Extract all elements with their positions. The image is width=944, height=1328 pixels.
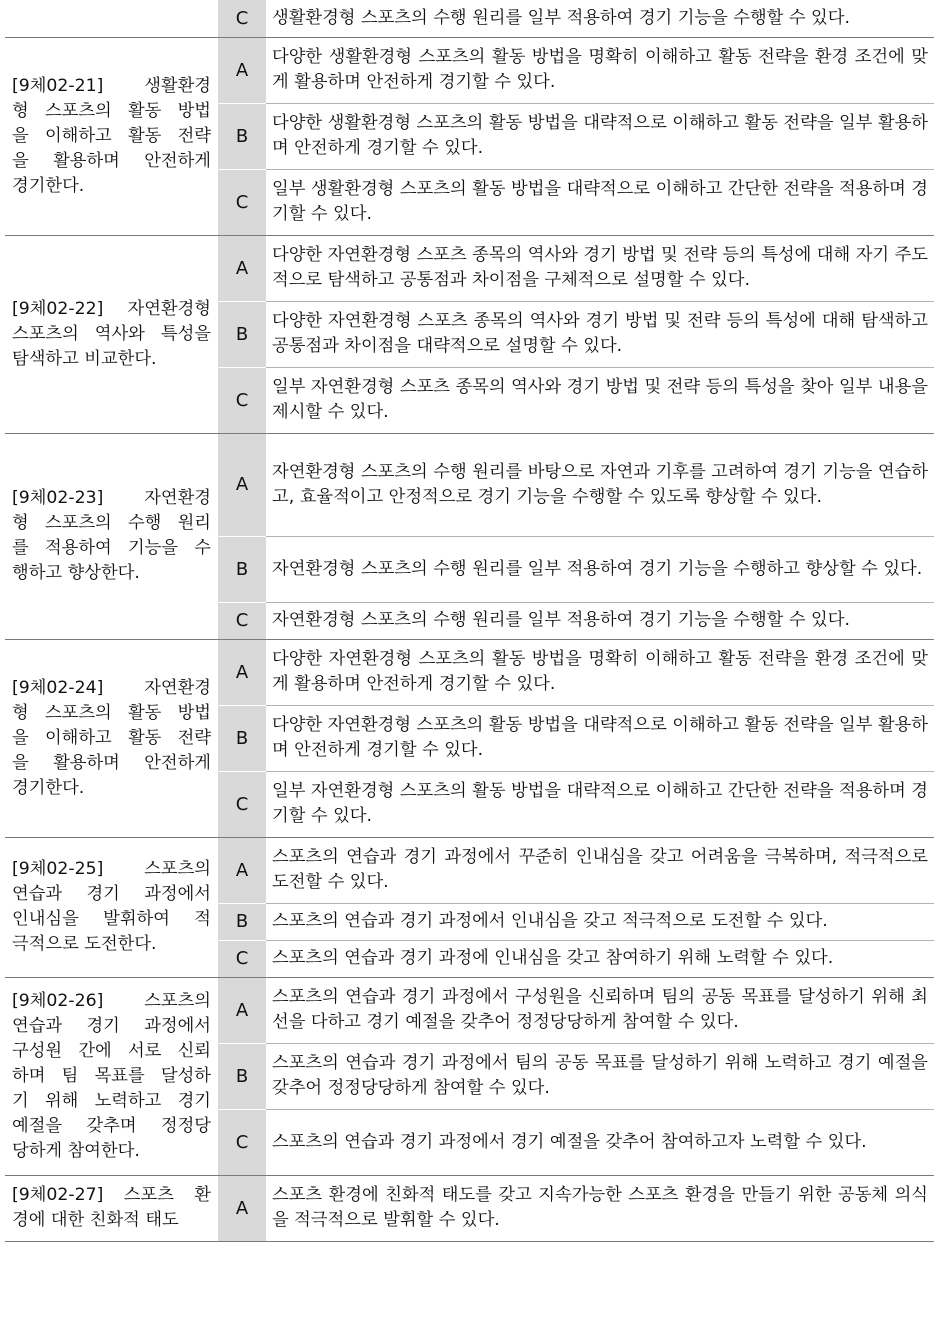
level-cell: C [218, 940, 266, 977]
standard-line: 경기한다. [12, 777, 85, 798]
standard-line: 행하고 향상한다. [12, 563, 140, 583]
table-row [5, 837, 934, 903]
description-cell: 일부 자연환경형 스포츠의 활동 방법을 대략적으로 이해하고 간단한 전략을 적용하며 경기할 수 있다. [266, 771, 934, 837]
standard-cell [5, 639, 218, 837]
level-cell: A [218, 639, 266, 705]
description-cell: 생활환경형 스포츠의 수행 원리를 일부 적용하여 경기 기능을 수행할 수 있다. [272, 7, 850, 28]
table-row [5, 639, 934, 705]
description-cell: 다양한 자연환경형 스포츠의 활동 방법을 대략적으로 이해하고 활동 전략을 일부 활용하며 안전하게 경기할 수 있다. [266, 705, 934, 771]
standard-line: 구성원 간에 서로 신뢰 [12, 1040, 211, 1061]
standard-line: 스포츠의 역사와 특성을 [12, 323, 211, 344]
level-cell: C [218, 367, 266, 433]
standard-line: 경기한다. [12, 175, 85, 196]
standard-cell [5, 433, 218, 639]
standard-line: [9체02-22] 자연환경형 [12, 298, 211, 319]
description-cell: 다양한 자연환경형 스포츠 종목의 역사와 경기 방법 및 전략 등의 특성에 대해 탐색하고 공통점과 차이점을 대략적으로 설명할 수 있다. [266, 301, 934, 367]
level-cell: C [218, 771, 266, 837]
standard-line: 연습과 경기 과정에서 [12, 1015, 211, 1036]
description-cell: 다양한 자연환경형 스포츠의 활동 방법을 명확히 이해하고 활동 전략을 환경 조건에 맞게 활용하며 안전하게 경기할 수 있다. [266, 639, 934, 705]
level-cell: C [218, 169, 266, 235]
standard-line: 형 스포츠의 활동 방법 [12, 100, 211, 121]
description-cell: 다양한 생활환경형 스포츠의 활동 방법을 대략적으로 이해하고 활동 전략을 일부 활용하며 안전하게 경기할 수 있다. [266, 103, 934, 169]
level-cell: A [218, 837, 266, 903]
description-cell: 스포츠의 연습과 경기 과정에서 경기 예절을 갖추어 참여하고자 노력할 수 있다. [266, 1109, 934, 1175]
level-cell: A [218, 235, 266, 301]
standard-cell [5, 977, 218, 1175]
level-cell: B [218, 103, 266, 169]
standard-line: [9체02-27] 스포츠 환 [12, 1185, 211, 1205]
level-cell: B [218, 536, 266, 602]
standard-line: 하며 팀 목표를 달성하 [12, 1065, 211, 1086]
level-cell: A [218, 37, 266, 103]
standard-line: 경에 대한 친화적 태도 [12, 1210, 179, 1230]
standard-cell [5, 235, 218, 433]
level-cell: B [218, 705, 266, 771]
standard-cell [5, 1175, 218, 1241]
table-row [5, 1175, 934, 1241]
description-cell: 스포츠 환경에 친화적 태도를 갖고 지속가능한 스포츠 환경을 만들기 위한 공동체 의식을 적극적으로 발휘할 수 있다. [266, 1175, 934, 1241]
standard-line: 형 스포츠의 수행 원리 [12, 513, 211, 533]
standard-cell [5, 0, 218, 37]
table-row [5, 433, 934, 536]
standard-line: [9체02-25] 스포츠의 [12, 859, 211, 879]
level-cell: B [218, 903, 266, 940]
description-cell: 다양한 생활환경형 스포츠의 활동 방법을 명확히 이해하고 활동 전략을 환경 조건에 맞게 활용하며 안전하게 경기할 수 있다. [266, 37, 934, 103]
description-cell: 자연환경형 스포츠의 수행 원리를 일부 적용하여 경기 기능을 수행하고 향상할 수 있다. [266, 536, 934, 602]
achievement-standards-table [5, 0, 934, 1242]
level-cell: B [218, 301, 266, 367]
standard-line: [9체02-24] 자연환경 [12, 677, 211, 698]
level-cell: C [218, 602, 266, 639]
level-cell: A [218, 977, 266, 1043]
description-cell: 스포츠의 연습과 경기 과정에서 꾸준히 인내심을 갖고 어려움을 극복하며, 적극적으로 도전할 수 있다. [266, 837, 934, 903]
description-cell: 일부 생활환경형 스포츠의 활동 방법을 대략적으로 이해하고 간단한 전략을 적용하며 경기할 수 있다. [266, 169, 934, 235]
description-cell: 일부 자연환경형 스포츠 종목의 역사와 경기 방법 및 전략 등의 특성을 찾아 일부 내용을 제시할 수 있다. [266, 367, 934, 433]
description-cell: 스포츠의 연습과 경기 과정에서 구성원을 신뢰하며 팀의 공동 목표를 달성하기 위해 최선을 다하고 경기 예절을 갖추어 정정당당하게 참여할 수 있다. [266, 977, 934, 1043]
standard-line: [9체02-21] 생활환경 [12, 75, 211, 96]
description-cell: 자연환경형 스포츠의 수행 원리를 일부 적용하여 경기 기능을 수행할 수 있다. [266, 602, 934, 639]
standard-line: 인내심을 발휘하여 적 [12, 909, 211, 929]
table-row [5, 235, 934, 301]
standard-cell [5, 37, 218, 235]
standard-line: 예절을 갖추며 정정당 [12, 1115, 211, 1136]
table-row [5, 37, 934, 103]
standard-line: 기 위해 노력하고 경기 [12, 1090, 211, 1111]
standard-line: 극적으로 도전한다. [12, 934, 157, 954]
standard-line: 을 이해하고 활동 전략 [12, 125, 211, 146]
standard-line: [9체02-26] 스포츠의 [12, 990, 211, 1011]
level-cell: B [218, 1043, 266, 1109]
level-cell: C [218, 0, 266, 37]
standard-line: 을 활용하며 안전하게 [12, 752, 211, 773]
description-cell: 스포츠의 연습과 경기 과정에서 인내심을 갖고 적극적으로 도전할 수 있다. [266, 903, 934, 940]
description-cell: 자연환경형 스포츠의 수행 원리를 바탕으로 자연과 기후를 고려하여 경기 기능을 연습하고, 효율적이고 안정적으로 경기 기능을 수행할 수 있도록 향상할 수 있다. [266, 433, 934, 536]
description-cell: 스포츠의 연습과 경기 과정에서 팀의 공동 목표를 달성하기 위해 노력하고 경기 예절을 갖추어 정정당당하게 참여할 수 있다. [266, 1043, 934, 1109]
standard-line: 형 스포츠의 활동 방법 [12, 702, 211, 723]
table-row [5, 0, 934, 37]
description-cell: 스포츠의 연습과 경기 과정에 인내심을 갖고 참여하기 위해 노력할 수 있다. [266, 940, 934, 977]
level-cell: A [218, 433, 266, 536]
description-cell: 다양한 자연환경형 스포츠 종목의 역사와 경기 방법 및 전략 등의 특성에 대해 자기 주도적으로 탐색하고 공통점과 차이점을 구체적으로 설명할 수 있다. [266, 235, 934, 301]
standard-line: [9체02-23] 자연환경 [12, 488, 211, 508]
standard-line: 연습과 경기 과정에서 [12, 884, 211, 904]
level-cell: C [218, 1109, 266, 1175]
standard-line: 을 이해하고 활동 전략 [12, 727, 211, 748]
level-cell: A [218, 1175, 266, 1241]
standard-line: 당하게 참여한다. [12, 1140, 140, 1161]
table-body [5, 0, 934, 1241]
standard-line: 을 활용하며 안전하게 [12, 150, 211, 171]
table-row [5, 977, 934, 1043]
standard-line: 를 적용하여 기능을 수 [12, 538, 211, 558]
standard-line: 탐색하고 비교한다. [12, 348, 157, 369]
standard-cell [5, 837, 218, 977]
